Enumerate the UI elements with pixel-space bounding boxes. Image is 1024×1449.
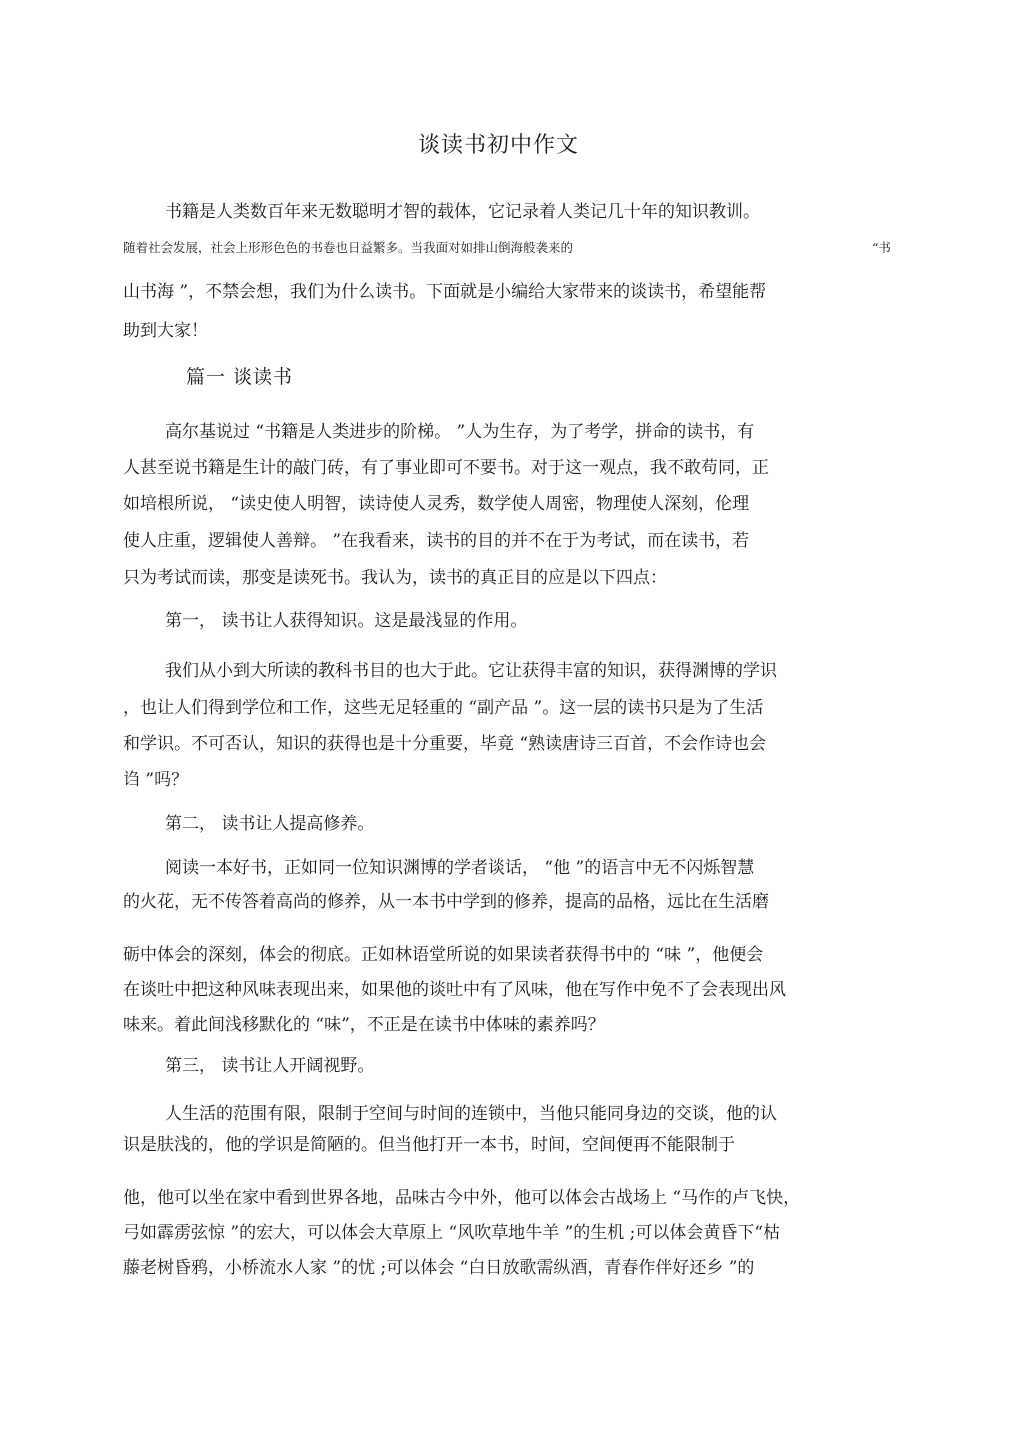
- paragraph-line: 的火花，无不传答着高尚的修养，从一本书中学到的修养，提高的品格，远比在生活磨: [123, 892, 769, 912]
- paragraph-line: 在谈吐中把这种风味表现出来，如果他的谈吐中有了风味，他在写作中免不了会表现出风: [123, 980, 786, 1000]
- intro-open-quote: “书: [872, 240, 891, 255]
- paragraph-line: 诌 ”吗？: [123, 770, 189, 790]
- intro-line: 书籍是人类数百年来无数聪明才智的载体，它记录着人类记几十年的知识教训。: [165, 202, 760, 222]
- point-line: 第二， 读书让人提高修养。: [165, 814, 375, 834]
- paragraph-line: 我们从小到大所读的教科书目的也大于此。它让获得丰富的知识，获得渊博的学识: [165, 661, 777, 681]
- intro-line: 山书海 ”，不禁会想，我们为什么读书。下面就是小编给大家带来的谈读书，希望能帮: [123, 282, 767, 302]
- paragraph-line: 识是肤浅的，他的学识是简陋的。但当他打开一本书，时间，空间便再不能限制于: [123, 1135, 735, 1155]
- point-line: 第一， 读书让人获得知识。这是最浅显的作用。: [165, 611, 528, 631]
- intro-line: 助到大家！: [123, 321, 208, 341]
- paragraph-line: 高尔基说过 “书籍是人类进步的阶梯。 ”人为生存，为了考学，拼命的读书，有: [165, 422, 755, 442]
- intro-line-small: 随着社会发展，社会上形形色色的书卷也日益繁多。当我面对如排山倒海般袭来的: [123, 240, 574, 255]
- paragraph-line: 人甚至说书籍是生计的敲门砖，有了事业即可不要书。对于这一观点，我不敢苟同，正: [123, 458, 769, 478]
- paragraph-line: ，也让人们得到学位和工作，这些无足轻重的 “副产品 ”。这一层的读书只是为了生活: [123, 698, 764, 718]
- paragraph-line: 砺中体会的深刻，体会的彻底。正如林语堂所说的如果读者获得书中的 “味 ”，他便会: [123, 945, 764, 965]
- paragraph-line: 他，他可以坐在家中看到世界各地，品味古今中外，他可以体会古战场上 “马作的卢飞快，: [123, 1188, 801, 1208]
- paragraph-line: 藤老树昏鸦，小桥流水人家 ”的忧 ;可以体会 “白日放歌需纵酒，青春作伴好还乡 ”的: [123, 1258, 755, 1278]
- paragraph-line: 如培根所说， “读史使人明智，读诗使人灵秀，数学使人周密，物理使人深刻，伦理: [123, 494, 750, 514]
- page-title: 谈读书初中作文: [418, 133, 580, 158]
- paragraph-line: 和学识。不可否认，知识的获得也是十分重要，毕竟 “熟读唐诗三百首，不会作诗也会: [123, 734, 767, 754]
- paragraph-line: 人生活的范围有限，限制于空间与时间的连锁中，当他只能同身边的交谈，他的认: [165, 1104, 777, 1124]
- point-line: 第三， 读书让人开阔视野。: [165, 1056, 375, 1076]
- section-heading: 篇一 谈读书: [186, 366, 294, 388]
- paragraph-line: 使人庄重，逻辑使人善辩。 ”在我看来，读书的目的并不在于为考试，而在读书，若: [123, 531, 750, 551]
- paragraph-line: 阅读一本好书，正如同一位知识渊博的学者谈话， “他 ”的语言中无不闪烁智慧: [165, 858, 755, 878]
- paragraph-line: 味来。着此间浅移默化的 “味”，不正是在读书中体味的素养吗？: [123, 1015, 605, 1035]
- paragraph-line: 只为考试而读，那变是读死书。我认为，读书的真正目的应是以下四点：: [123, 568, 667, 588]
- paragraph-line: 弓如霹雳弦惊 ”的宏大，可以体会大草原上 “风吹草地牛羊 ”的生机 ;可以体会黄昏下“枯: [123, 1223, 781, 1243]
